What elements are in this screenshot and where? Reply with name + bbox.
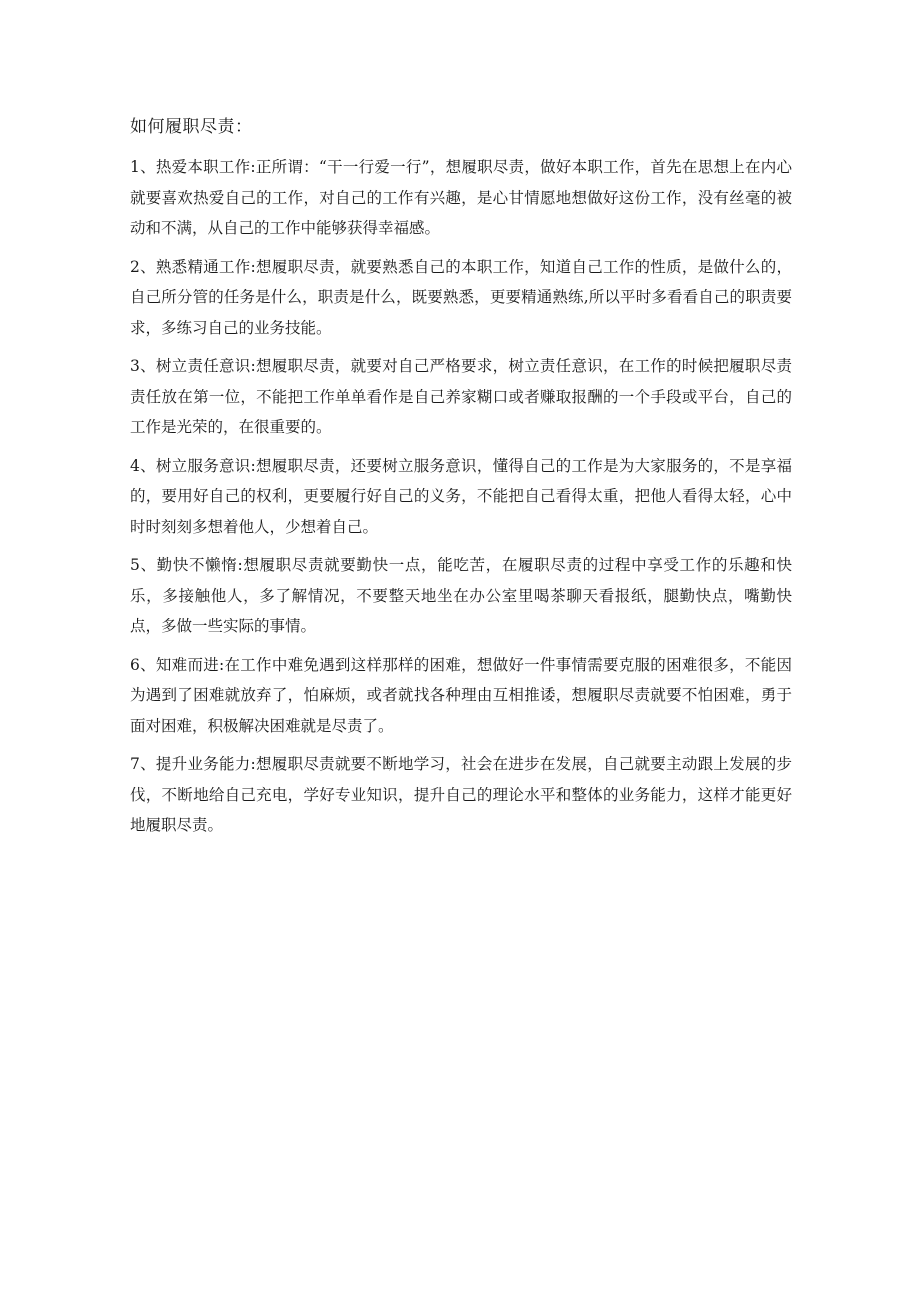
list-item [130,650,792,742]
list-item [130,351,792,443]
list-item [130,451,792,543]
item-text: 想履职尽责，就要熟悉自己的本职工作，知道自己工作的性质，是做什么的，自己所分管的任务是什么，职责是什么，既要熟悉，更要精通熟练,所以平时多看看自己的职责要求，多练习自己的业务技能。 [130,257,792,337]
item-separator: : [250,755,256,773]
item-separator: : [250,257,256,276]
item-separator: : [250,158,256,176]
item-heading: 勤快不懒惰 [156,556,238,574]
document-title: 如何履职尽责： [130,117,253,137]
item-text: 正所谓：“干一行爱一行”，想履职尽责，做好本职工作，首先在思想上在内心就要喜欢热爱自己的工作，对自己的工作有兴趣，是心甘情愿地想做好这份工作，没有丝毫的被动和不满，从自己的工作中能够获得幸福感。 [130,158,792,237]
item-number: 7、 [130,755,156,773]
item-heading: 熟悉精通工作 [155,257,251,276]
item-text: 想履职尽责，就要对自己严格要求，树立责任意识，在工作的时候把履职尽责责任放在第一位，不能把工作单单看作是自己养家糊口或者赚取报酬的一个手段或平台，自己的工作是光荣的，在很重要的。 [130,357,792,436]
item-separator: : [250,357,256,375]
item-heading: 热爱本职工作 [155,158,251,176]
item-text: 在工作中难免遇到这样那样的困难，想做好一件事情需要克服的困难很多，不能因为遇到了困难就放弃了，怕麻烦，或者就找各种理由互相推诿，想履职尽责就要不怕困难，勇于面对困难，积极解决困难就是尽责了。 [130,655,792,735]
list-item [130,749,792,841]
list-item [130,550,792,642]
item-number: 3、 [130,357,156,375]
list-item [130,152,792,244]
item-text: 想履职尽责，还要树立服务意识，懂得自己的工作是为大家服务的，不是享福的，要用好自己的权利，更要履行好自己的义务，不能把自己看得太重，把他人看得太轻，心中时时刻刻多想着他人，少想着自己。 [130,456,792,536]
item-number: 4、 [130,456,156,475]
item-heading: 提升业务能力 [155,755,251,773]
item-heading: 知难而进 [155,655,219,674]
item-text: 想履职尽责就要不断地学习，社会在进步在发展，自己就要主动跟上发展的步伐，不断地给自己充电，学好专业知识，提升自己的理论水平和整体的业务能力，这样才能更好地履职尽责。 [130,755,792,834]
list-item [130,252,792,344]
item-number: 2、 [130,257,156,276]
item-heading: 树立服务意识 [155,456,251,475]
item-heading: 树立责任意识 [155,357,251,375]
item-separator: : [237,556,243,574]
document-body [130,112,792,849]
item-text: 想履职尽责就要勤快一点，能吃苦，在履职尽责的过程中享受工作的乐趣和快乐，多接触他人，多了解情况，不要整天地坐在办公室里喝茶聊天看报纸，腿勤快点，嘴勤快点，多做一些实际的事情。 [130,556,792,635]
item-number: 1、 [130,158,156,176]
item-separator: : [250,456,256,475]
item-number: 6、 [130,655,156,674]
item-separator: : [219,655,225,674]
item-number: 5、 [130,556,157,574]
